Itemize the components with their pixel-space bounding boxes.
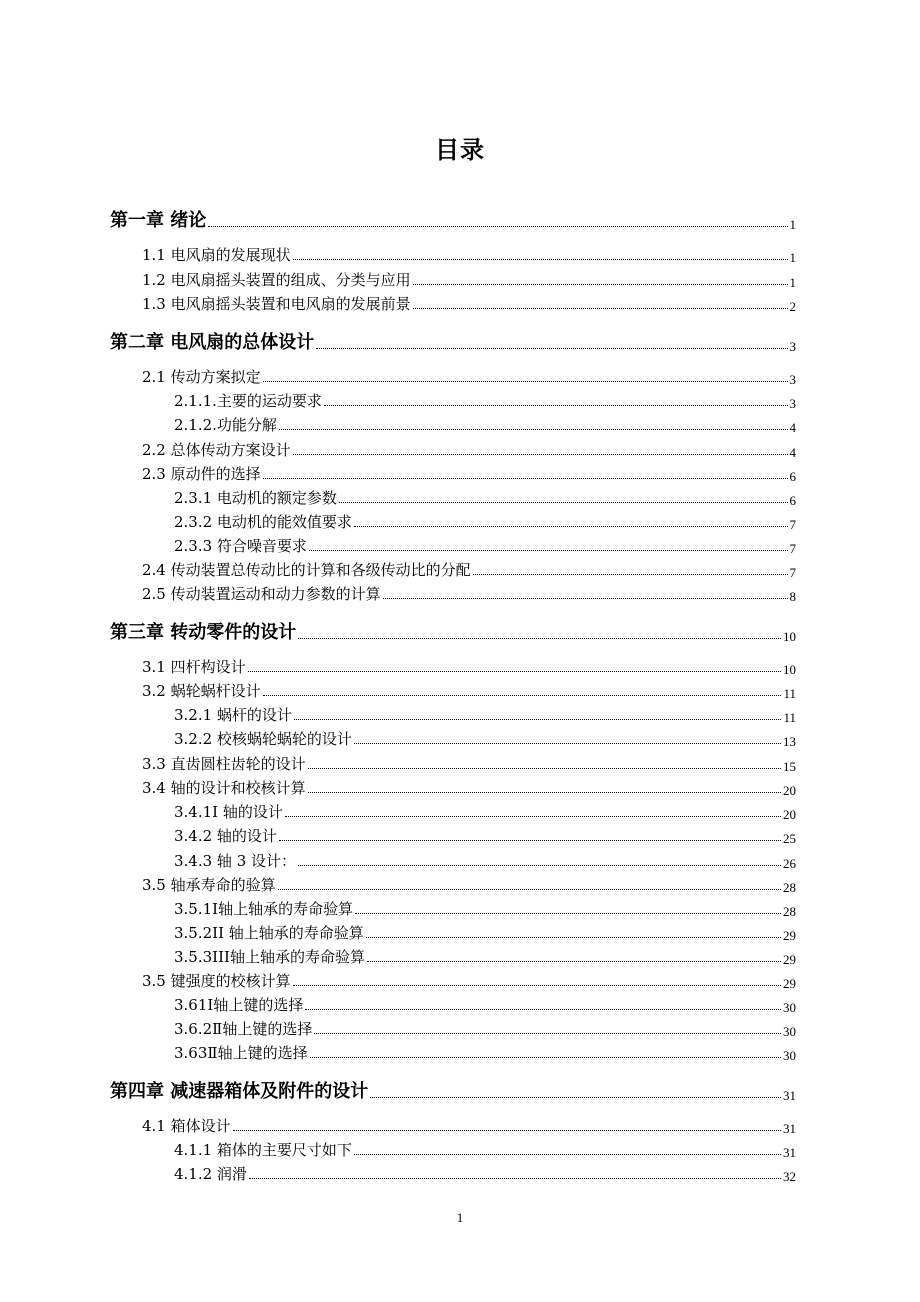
toc-entry[interactable] [174, 802, 796, 822]
toc-entry-label: 3.2 蜗轮蜗杆设计 [142, 682, 261, 700]
toc-entry-label: 2.3.3 符合噪音要求 [174, 537, 307, 555]
toc-entry-label: 3.6.2Ⅱ轴上键的选择 [174, 1020, 313, 1038]
toc-entry[interactable] [142, 294, 796, 314]
toc-entry-label: 2.1 传动方案拟定 [142, 368, 261, 386]
toc-entry-page: 20 [783, 783, 796, 798]
toc-dot-leader [308, 767, 781, 769]
toc-dot-leader [248, 670, 781, 672]
toc-dot-leader [366, 936, 781, 938]
toc-entry-label: 3.3 直齿圆柱齿轮的设计 [142, 755, 306, 773]
toc-entry-page: 1 [789, 275, 796, 290]
toc-entry[interactable] [174, 512, 796, 532]
toc-dot-leader [309, 549, 788, 551]
toc-entry-page: 30 [783, 1000, 796, 1015]
toc-entry[interactable] [174, 947, 796, 967]
toc-entry[interactable] [174, 488, 796, 508]
toc-entry[interactable] [174, 705, 796, 725]
toc-entry-label: 3.5.2II 轴上轴承的寿命验算 [174, 924, 364, 942]
toc-dot-leader [233, 1129, 781, 1131]
toc-entry-label: 3.5.1Ⅰ轴上轴承的寿命验算 [174, 900, 354, 918]
toc-dot-leader [310, 1056, 781, 1058]
toc-entry[interactable] [142, 657, 796, 677]
toc-entry-page: 13 [783, 734, 796, 749]
toc-dot-leader [354, 742, 781, 744]
toc-entry[interactable] [142, 440, 796, 460]
toc-entry-page: 11 [783, 710, 796, 725]
toc-entry[interactable] [142, 971, 796, 991]
toc-dot-leader [367, 960, 781, 962]
toc-dot-leader [339, 501, 788, 503]
toc-dot-leader [279, 839, 781, 841]
toc-entry-page: 3 [789, 339, 796, 354]
toc-entry-label: 第一章 绪论 [110, 210, 207, 231]
toc-dot-leader [298, 864, 781, 866]
toc-entry-page: 31 [783, 1121, 796, 1136]
toc-entry-label: 4.1.2 润滑 [174, 1165, 247, 1183]
toc-entry-label: 3.61Ⅰ轴上键的选择 [174, 996, 304, 1014]
toc-entry-page: 28 [783, 880, 796, 895]
toc-entry-label: 第二章 电风扇的总体设计 [110, 332, 315, 353]
toc-dot-leader [263, 380, 788, 382]
toc-entry-label: 3.2.2 校核蜗轮蜗轮的设计 [174, 730, 352, 748]
toc-entry-page: 3 [789, 372, 796, 387]
toc-dot-leader [294, 718, 782, 720]
toc-dot-leader [324, 404, 788, 406]
toc-entry[interactable] [174, 1164, 796, 1184]
toc-entry-page: 20 [783, 807, 796, 822]
toc-entry-label: 3.5 轴承寿命的验算 [142, 876, 276, 894]
toc-entry-label: 1.2 电风扇摇头装置的组成、分类与应用 [142, 271, 411, 289]
toc-dot-leader [354, 1153, 781, 1155]
toc-entry[interactable] [142, 270, 796, 290]
toc-entry[interactable] [174, 415, 796, 435]
toc-entry[interactable] [174, 1019, 796, 1039]
toc-entry-label: 4.1 箱体设计 [142, 1117, 231, 1135]
toc-dot-leader [305, 1008, 781, 1010]
toc-entry-page: 1 [789, 217, 796, 232]
toc-dot-leader [308, 791, 781, 793]
toc-entry-page: 8 [789, 589, 796, 604]
toc-entry-page: 32 [783, 1169, 796, 1184]
toc-entry-page: 29 [783, 952, 796, 967]
toc-chapter-entry[interactable] [110, 208, 796, 232]
toc-dot-leader [208, 225, 787, 227]
toc-entry-page: 6 [789, 469, 796, 484]
toc-entry-label: 3.4 轴的设计和校核计算 [142, 779, 306, 797]
toc-entry[interactable] [174, 851, 796, 871]
toc-entry-page: 10 [783, 662, 796, 677]
toc-entry-page: 30 [783, 1024, 796, 1039]
toc-chapter-entry[interactable] [110, 620, 796, 644]
toc-entry[interactable] [142, 584, 796, 604]
toc-entry-label: 1.3 电风扇摇头装置和电风扇的发展前景 [142, 295, 411, 313]
toc-entry[interactable] [174, 1140, 796, 1160]
toc-entry-label: 2.1.2.功能分解 [174, 416, 277, 434]
toc-entry-page: 2 [789, 299, 796, 314]
toc-entry[interactable] [142, 754, 796, 774]
toc-entry-page: 31 [783, 1088, 796, 1103]
toc-entry[interactable] [142, 778, 796, 798]
toc-entry-label: 3.5 键强度的校核计算 [142, 972, 291, 990]
toc-chapter-entry[interactable] [110, 1079, 796, 1103]
page-title: 目录 [435, 136, 485, 164]
toc-entry-page: 28 [783, 904, 796, 919]
toc-entry[interactable] [174, 391, 796, 411]
toc-entry[interactable] [142, 367, 796, 387]
toc-dot-leader [355, 912, 781, 914]
toc-entry-label: 2.3 原动件的选择 [142, 465, 261, 483]
toc-entry[interactable] [174, 1043, 796, 1063]
toc-entry[interactable] [142, 560, 796, 580]
toc-entry-page: 29 [783, 928, 796, 943]
toc-entry[interactable] [174, 899, 796, 919]
toc-entry[interactable] [142, 681, 796, 701]
toc-dot-leader [293, 984, 781, 986]
toc-entry-page: 29 [783, 976, 796, 991]
toc-entry-label: 3.1 四杆构设计 [142, 658, 246, 676]
toc-entry-page: 6 [789, 493, 796, 508]
toc-entry-page: 7 [789, 565, 796, 580]
toc-dot-leader [383, 597, 788, 599]
toc-entry-label: 2.1.1.主要的运动要求 [174, 392, 322, 410]
toc-dot-leader [354, 525, 788, 527]
toc-entry-page: 31 [783, 1145, 796, 1160]
toc-dot-leader [473, 573, 788, 575]
toc-entry-label: 第四章 减速器箱体及附件的设计 [110, 1081, 369, 1102]
toc-entry-label: 1.1 电风扇的发展现状 [142, 246, 291, 264]
toc-entry-label: 4.1.1 箱体的主要尺寸如下 [174, 1141, 352, 1159]
toc-entry-page: 7 [789, 517, 796, 532]
toc-entry-label: 3.4.1I 轴的设计 [174, 803, 283, 821]
toc-entry-label: 2.3.1 电动机的额定参数 [174, 489, 337, 507]
toc-entry-page: 7 [789, 541, 796, 556]
toc-entry-label: 2.2 总体传动方案设计 [142, 441, 291, 459]
toc-entry-label: 2.3.2 电动机的能效值要求 [174, 513, 352, 531]
toc-dot-leader [279, 428, 788, 430]
toc-dot-leader [298, 637, 781, 639]
toc-dot-leader [314, 1032, 781, 1034]
toc-entry[interactable] [142, 464, 796, 484]
toc-dot-leader [249, 1177, 781, 1179]
toc-dot-leader [293, 453, 788, 455]
toc-entry-label: 3.4.3 轴 3 设计： [174, 852, 297, 870]
toc-entry[interactable] [142, 875, 796, 895]
toc-entry-page: 26 [783, 856, 796, 871]
toc-entry-page: 4 [789, 420, 796, 435]
toc-dot-leader [263, 477, 788, 479]
toc-dot-leader [285, 815, 781, 817]
toc-dot-leader [278, 888, 781, 890]
toc-entry-page: 10 [783, 629, 796, 644]
toc-entry-label: 3.63Ⅱ轴上键的选择 [174, 1044, 308, 1062]
toc-entry-label: 第三章 转动零件的设计 [110, 622, 297, 643]
toc-entry[interactable] [174, 923, 796, 943]
toc-entry-page: 4 [789, 445, 796, 460]
toc-entry-page: 15 [783, 759, 796, 774]
toc-entry[interactable] [142, 245, 796, 265]
toc-dot-leader [263, 694, 782, 696]
toc-chapter-entry[interactable] [110, 330, 796, 354]
toc-entry-page: 3 [789, 396, 796, 411]
toc-entry-label: 2.4 传动装置总传动比的计算和各级传动比的分配 [142, 561, 471, 579]
toc-dot-leader [413, 307, 788, 309]
toc-entry[interactable] [174, 729, 796, 749]
toc-dot-leader [293, 258, 788, 260]
toc-entry[interactable] [174, 826, 796, 846]
toc-entry-label: 3.4.2 轴的设计 [174, 827, 277, 845]
page-number: 1 [456, 1210, 464, 1225]
toc-entry-label: 3.2.1 蜗杆的设计 [174, 706, 292, 724]
toc-dot-leader [413, 283, 788, 285]
toc-dot-leader [370, 1096, 781, 1098]
toc-entry-page: 11 [783, 686, 796, 701]
toc-entry[interactable] [174, 995, 796, 1015]
toc-entry-label: 3.5.3III轴上轴承的寿命验算 [174, 948, 365, 966]
toc-entry[interactable] [174, 536, 796, 556]
toc-entry[interactable] [142, 1116, 796, 1136]
toc-entry-label: 2.5 传动装置运动和动力参数的计算 [142, 585, 381, 603]
toc-entry-page: 1 [789, 250, 796, 265]
toc-entry-page: 25 [783, 831, 796, 846]
toc-entry-page: 30 [783, 1048, 796, 1063]
toc-dot-leader [316, 347, 787, 349]
